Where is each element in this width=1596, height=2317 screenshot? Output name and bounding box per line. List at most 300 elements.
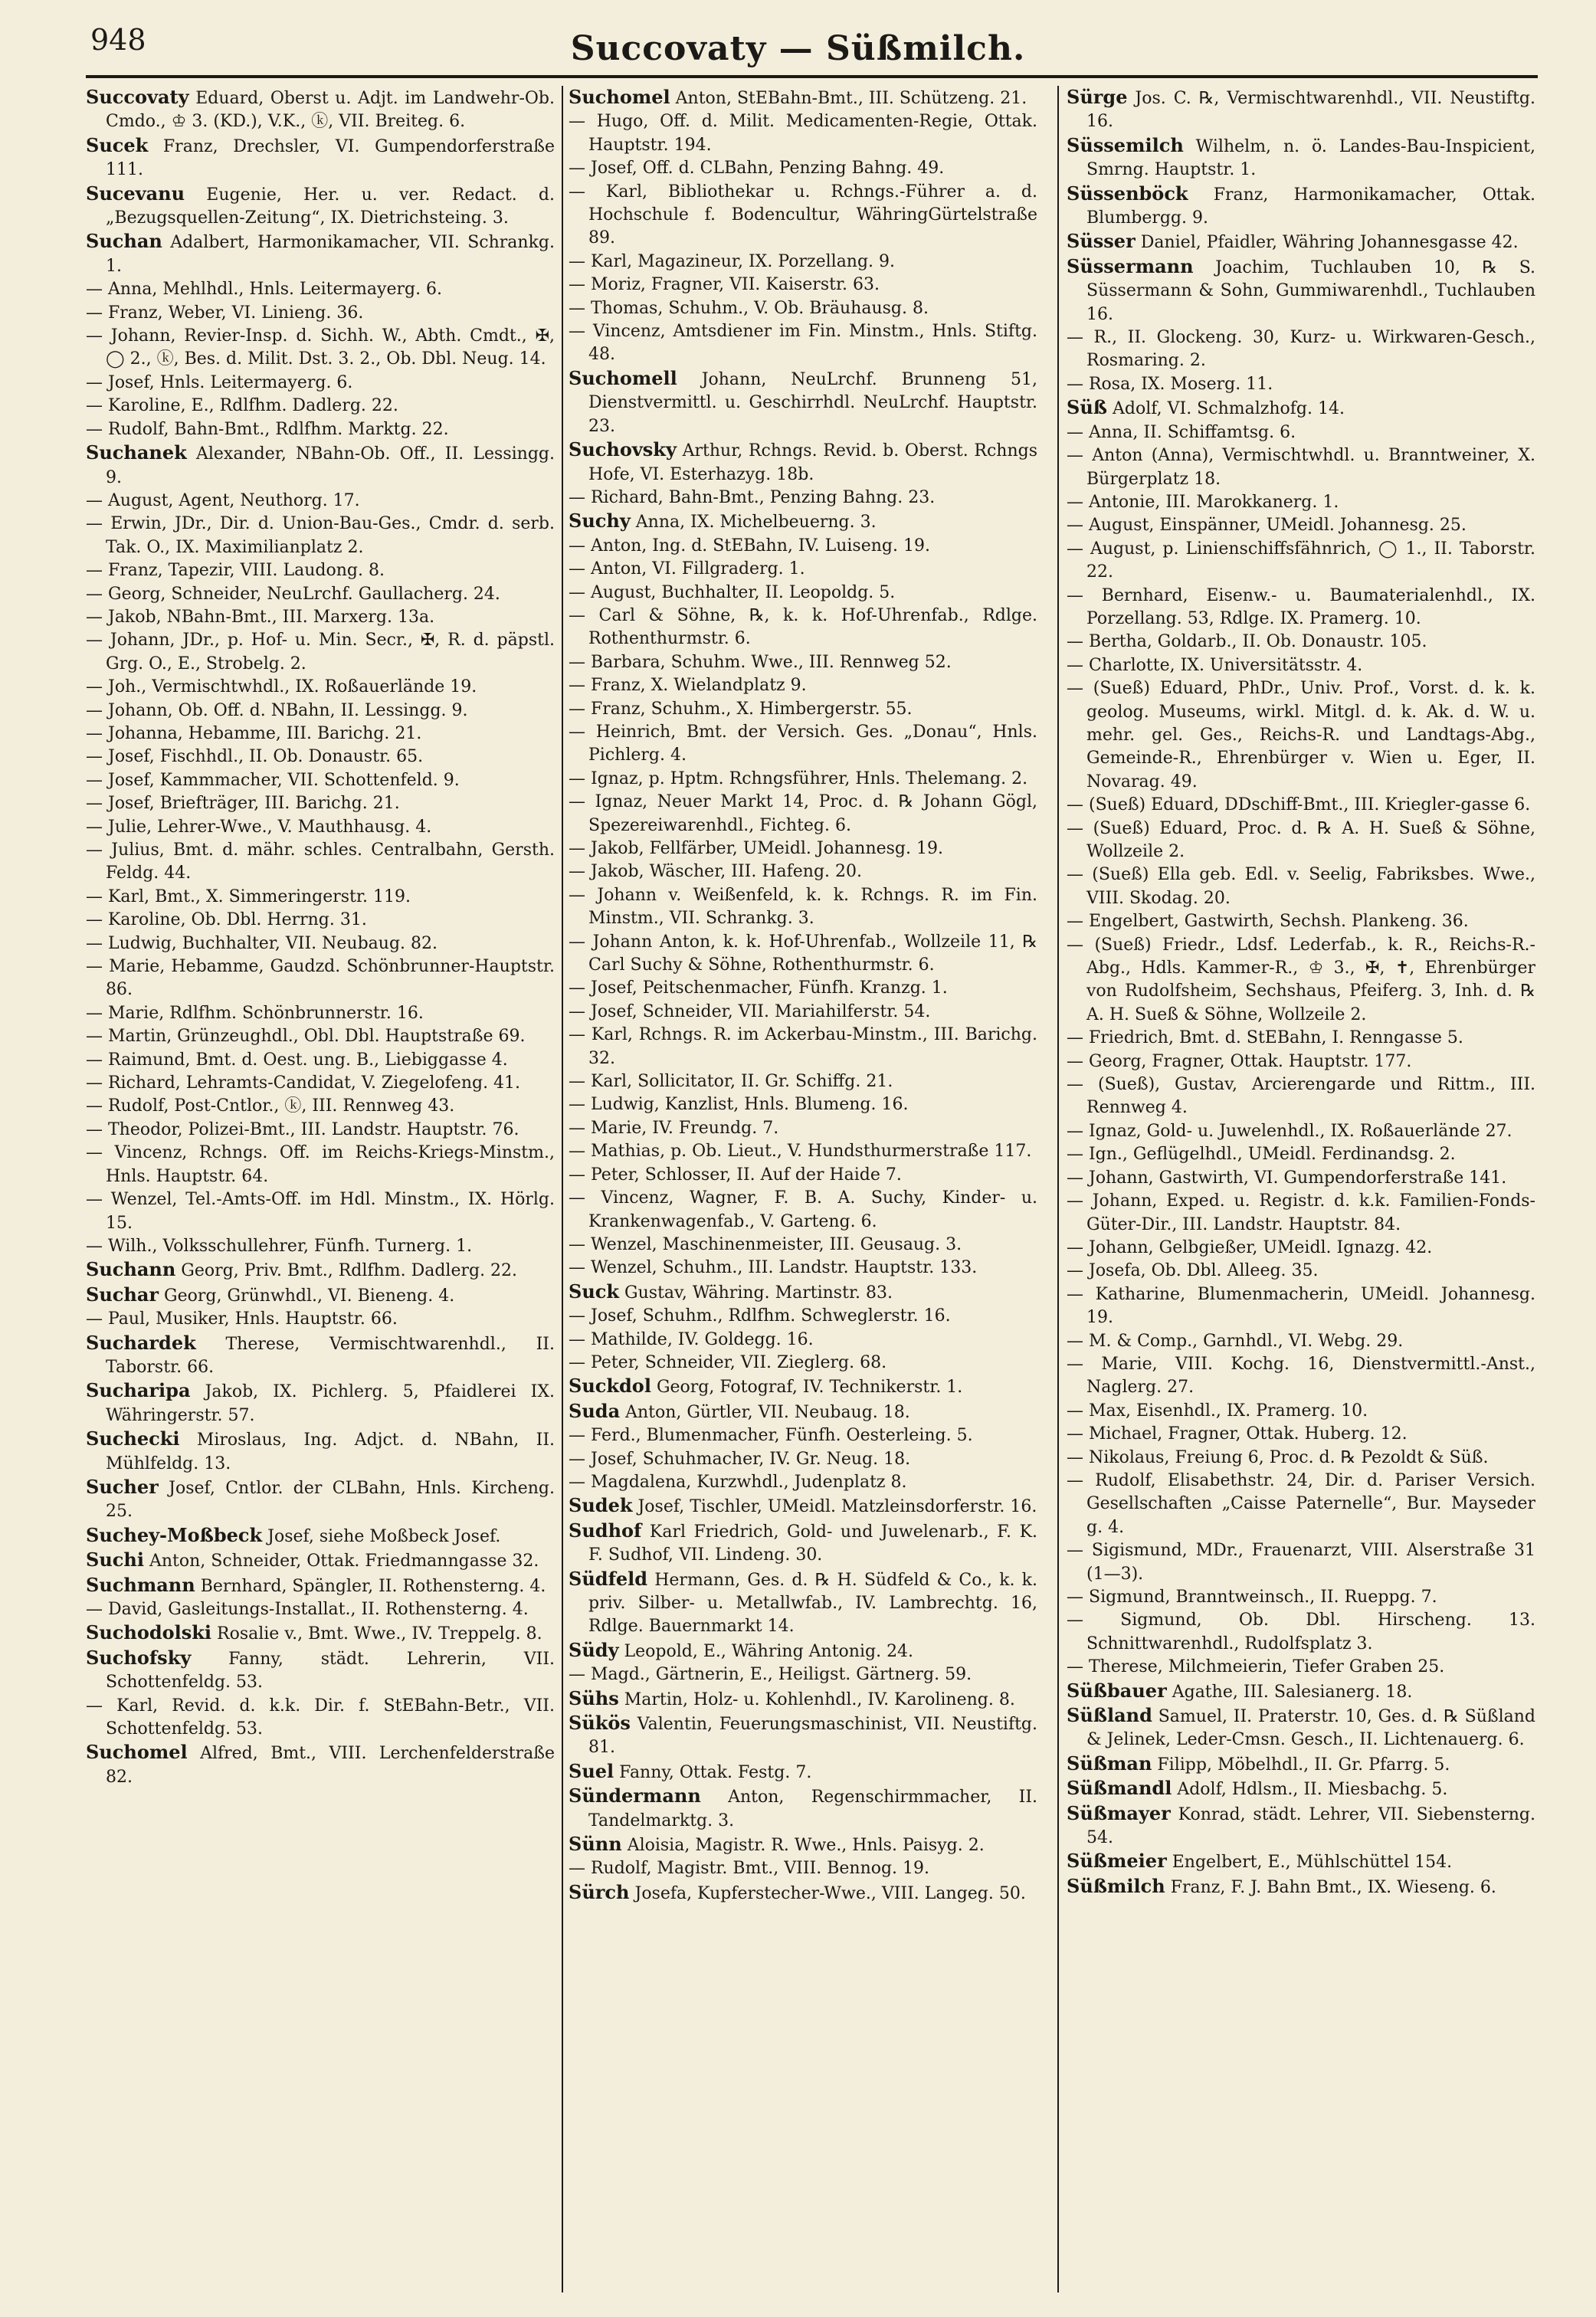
header-rule bbox=[86, 75, 1538, 78]
page-number: 948 bbox=[90, 23, 146, 57]
directory-entry bbox=[86, 1258, 555, 1283]
entry-surname: Süßmayer bbox=[1067, 1801, 1171, 1824]
entry-text: — Martin, Grünzeughdl., Obl. Dbl. Hauptstraße 69. bbox=[86, 1027, 526, 1047]
directory-entry bbox=[86, 1741, 555, 1789]
directory-entry bbox=[86, 1598, 555, 1621]
entry-text: — Sigmund, Ob. Dbl. Hirscheng. 13. Schnittwarenhdl., Rudolfsplatz 3. bbox=[1067, 1611, 1535, 1653]
entry-text: — Bertha, Goldarb., II. Ob. Donaustr. 105. bbox=[1067, 632, 1427, 652]
entry-text: — Josef, Fischhdl., II. Ob. Donaustr. 65. bbox=[86, 747, 424, 767]
directory-entry bbox=[1067, 86, 1535, 134]
directory-entry bbox=[86, 1332, 555, 1380]
entry-surname: Suchomell bbox=[569, 366, 677, 389]
entry-surname: Süssenböck bbox=[1067, 182, 1188, 205]
entry-text: — Charlotte, IX. Universitätsstr. 4. bbox=[1067, 655, 1363, 675]
directory-entry bbox=[1067, 1120, 1535, 1143]
directory-entry bbox=[86, 134, 555, 182]
directory-entry bbox=[1067, 1027, 1535, 1050]
directory-entry bbox=[1067, 373, 1535, 396]
directory-entry bbox=[569, 1663, 1037, 1686]
entry-text: — Sigismund, MDr., Frauenarzt, VIII. Alserstraße 31 (1—3). bbox=[1067, 1541, 1535, 1584]
entry-text: — Vincenz, Amtsdiener im Fin. Minstm., Hnls. Stiftg. 48. bbox=[569, 322, 1037, 365]
directory-entry bbox=[86, 723, 555, 746]
entry-text: — Rudolf, Magistr. Bmt., VIII. Bennog. 19. bbox=[569, 1859, 930, 1879]
directory-entry bbox=[1067, 182, 1535, 231]
entry-text: Anton, Gürtler, VII. Neubaug. 18. bbox=[625, 1402, 910, 1422]
directory-entry bbox=[569, 1400, 1037, 1424]
directory-entry bbox=[1067, 1875, 1535, 1899]
entry-text: Filipp, Möbelhdl., II. Gr. Pfarrg. 5. bbox=[1157, 1755, 1450, 1775]
entry-text: — Vincenz, Rchngs. Off. im Reichs-Kriegs-Minstm., Hnls. Hauptstr. 64. bbox=[86, 1143, 555, 1186]
entry-text: — Johanna, Hebamme, III. Barichg. 21. bbox=[86, 723, 422, 743]
directory-entry bbox=[569, 297, 1037, 320]
entry-text: Jakob, IX. Pichlerg. 5, Pfaidlerei IX. Währingerstr. 57. bbox=[106, 1382, 555, 1425]
entry-text: — Ignaz, Neuer Markt 14, Proc. d. ℞ Johann Gögl, Spezereiwarenhdl., Fichteg. 6. bbox=[569, 792, 1037, 835]
directory-entry bbox=[1067, 1260, 1535, 1283]
directory-entry bbox=[1067, 396, 1535, 421]
entry-surname: Suchar bbox=[86, 1283, 159, 1306]
entry-text: — Bernhard, Eisenw.- u. Baumaterialenhdl., IX. Porzellang. 53, Rdlge. IX. Pramerg. 10. bbox=[1067, 585, 1535, 628]
entry-text: — (Sueß) Eduard, DDschiff-Bmt., III. Kriegler-gasse 6. bbox=[1067, 795, 1531, 815]
entry-surname: Sucharipa bbox=[86, 1379, 191, 1402]
entry-text: — Richard, Bahn-Bmt., Penzing Bahng. 23. bbox=[569, 487, 936, 507]
entry-surname: Suck bbox=[569, 1280, 620, 1303]
entry-text: — Paul, Musiker, Hnls. Hauptstr. 66. bbox=[86, 1309, 398, 1329]
entry-text: — Peter, Schlosser, II. Auf der Haide 7. bbox=[569, 1165, 902, 1185]
directory-entry bbox=[86, 909, 555, 932]
entry-text: — Josef, Hnls. Leitermayerg. 6. bbox=[86, 372, 353, 392]
directory-entry bbox=[1067, 514, 1535, 537]
directory-entry bbox=[569, 510, 1037, 534]
entry-surname: Süßbauer bbox=[1067, 1679, 1167, 1702]
entry-text: — Vincenz, Wagner, F. B. A. Suchy, Kinder- u. Krankenwagenfab., V. Garteng. 6. bbox=[569, 1188, 1037, 1231]
entry-text: — Antonie, III. Marokkanerg. 1. bbox=[1067, 492, 1339, 512]
entry-text: — Johann, Gastwirth, VI. Gumpendorferstraße 141. bbox=[1067, 1168, 1507, 1188]
entry-surname: Sucek bbox=[86, 133, 149, 156]
entry-text: — Georg, Fragner, Ottak. Hauptstr. 177. bbox=[1067, 1051, 1412, 1071]
directory-entry bbox=[569, 535, 1037, 558]
entry-text: Franz, F. J. Bahn Bmt., IX. Wieseng. 6. bbox=[1170, 1877, 1496, 1897]
directory-entry bbox=[569, 1280, 1037, 1305]
entry-surname: Südy bbox=[569, 1638, 619, 1661]
directory-entry bbox=[569, 1140, 1037, 1163]
entry-surname: Suchardek bbox=[86, 1331, 196, 1354]
directory-entry bbox=[569, 1117, 1037, 1140]
directory-entry bbox=[569, 1519, 1037, 1568]
entry-text: — Marie, Hebamme, Gaudzd. Schönbrunner-Hauptstr. 86. bbox=[86, 957, 555, 1000]
directory-entry bbox=[569, 1494, 1037, 1519]
entry-text: — Johann, Revier-Insp. d. Sichh. W., Abth. Cmdt., ✠, ◯ 2., ⓚ, Bes. d. Milit. Dst. 3. 2., Ob. Dbl. Neug. 14. bbox=[86, 326, 555, 369]
directory-entry bbox=[1067, 255, 1535, 326]
entry-text: — Raimund, Bmt. d. Oest. ung. B., Liebiggasse 4. bbox=[86, 1050, 508, 1070]
entry-text: Leopold, E., Währing Antonig. 24. bbox=[624, 1641, 914, 1661]
directory-entry bbox=[86, 1025, 555, 1048]
entry-surname: Süssermann bbox=[1067, 254, 1194, 277]
directory-entry bbox=[569, 1471, 1037, 1494]
entry-text: — Jakob, Wäscher, III. Hafeng. 20. bbox=[569, 862, 863, 882]
directory-entry bbox=[86, 418, 555, 441]
directory-entry bbox=[1067, 326, 1535, 373]
entry-text: — Johann Anton, k. k. Hof-Uhrenfab., Wollzeile 11, ℞ Carl Suchy & Söhne, Rothenthurmstr. 6. bbox=[569, 932, 1037, 975]
entry-text: — Friedrich, Bmt. d. StEBahn, I. Renngasse 5. bbox=[1067, 1028, 1463, 1048]
entry-text: — Karl, Bmt., X. Simmeringerstr. 119. bbox=[86, 886, 411, 906]
entry-text: Johann, NeuLrchf. Brunneng 51, Dienstvermittl. u. Geschirrhdl. NeuLrchf. Hauptstr. 23. bbox=[588, 369, 1037, 436]
entry-text: — Ferd., Blumenmacher, Fünfh. Oesterleing. 5. bbox=[569, 1426, 973, 1446]
entry-text: — Thomas, Schuhm., V. Ob. Bräuhausg. 8. bbox=[569, 298, 929, 318]
entry-text: — Ludwig, Kanzlist, Hnls. Blumeng. 16. bbox=[569, 1095, 909, 1115]
entry-text: Martin, Holz- u. Kohlenhdl., IV. Karolineng. 8. bbox=[624, 1689, 1015, 1709]
directory-entry bbox=[86, 1476, 555, 1524]
entry-text: Franz, Harmonikamacher, Ottak. Blumbergg. 9. bbox=[1086, 185, 1535, 228]
directory-entry bbox=[1067, 1073, 1535, 1120]
directory-entry bbox=[1067, 538, 1535, 585]
entry-text: — (Sueß), Gustav, Arcierengarde und Rittm., III. Rennweg 4. bbox=[1067, 1075, 1535, 1118]
directory-entry bbox=[1067, 934, 1535, 1027]
entry-surname: Suchmann bbox=[86, 1573, 195, 1596]
directory-entry bbox=[569, 1234, 1037, 1257]
directory-entry bbox=[86, 932, 555, 955]
entry-text: — Nikolaus, Freiung 6, Proc. d. ℞ Pezoldt & Süß. bbox=[1067, 1447, 1489, 1467]
entry-text: — Franz, Weber, VI. Linieng. 36. bbox=[86, 303, 364, 323]
entry-surname: Suckdol bbox=[569, 1375, 651, 1398]
directory-entry bbox=[86, 325, 555, 372]
entry-text: — Julie, Lehrer-Wwe., V. Mauthhausg. 4. bbox=[86, 817, 432, 837]
directory-entry bbox=[86, 1072, 555, 1095]
directory-entry bbox=[86, 676, 555, 699]
entry-text: Miroslaus, Ing. Adjct. d. NBahn, II. Mühlfeldg. 13. bbox=[106, 1431, 555, 1473]
entry-surname: Suel bbox=[569, 1759, 614, 1782]
entry-text: — Karl, Rchngs. R. im Ackerbau-Minstm., III. Barichg. 32. bbox=[569, 1025, 1037, 1068]
entry-text: Arthur, Rchngs. Revid. b. Oberst. Rchngs Hofe, VI. Esterhazyg. 18b. bbox=[588, 441, 1037, 484]
directory-entry bbox=[569, 1760, 1037, 1784]
entry-text: — Wenzel, Maschinenmeister, III. Geusaug. 3. bbox=[569, 1234, 962, 1254]
directory-entry bbox=[86, 395, 555, 418]
entry-text: — Magdalena, Kurzwhdl., Judenplatz 8. bbox=[569, 1472, 907, 1492]
entry-surname: Süßman bbox=[1067, 1752, 1152, 1775]
entry-surname: Süß bbox=[1067, 396, 1108, 419]
directory-entry bbox=[569, 860, 1037, 883]
directory-entry bbox=[1067, 444, 1535, 491]
entry-surname: Sürge bbox=[1067, 86, 1128, 108]
column-2 bbox=[569, 86, 1037, 2300]
entry-text: — Erwin, JDr., Dir. d. Union-Bau-Ges., Cmdr. d. serb. Tak. O., IX. Maximilianplatz 2. bbox=[86, 514, 555, 557]
directory-entry bbox=[569, 367, 1037, 438]
directory-entry bbox=[1067, 1423, 1535, 1446]
directory-entry bbox=[1067, 1586, 1535, 1609]
entry-text: — Johann, Gelbgießer, UMeidl. Ignazg. 42. bbox=[1067, 1237, 1433, 1257]
entry-text: — Katharine, Blumenmacherin, UMeidl. Johannesg. 19. bbox=[1067, 1284, 1535, 1328]
entry-text: — Hugo, Off. d. Milit. Medicamenten-Regie, Ottak. Hauptstr. 194. bbox=[569, 112, 1037, 155]
entry-text: — Julius, Bmt. d. mähr. schles. Centralbahn, Gersth. Feldg. 44. bbox=[86, 841, 555, 883]
directory-entry bbox=[86, 278, 555, 301]
entry-text: — Ludwig, Buchhalter, VII. Neubaug. 82. bbox=[86, 933, 438, 953]
directory-entry bbox=[569, 1568, 1037, 1639]
directory-entry bbox=[569, 1424, 1037, 1447]
directory-entry bbox=[569, 438, 1037, 487]
directory-entry bbox=[86, 490, 555, 513]
entry-text: — Wenzel, Tel.-Amts-Off. im Hdl. Minstm., IX. Hörlg. 15. bbox=[86, 1190, 555, 1233]
entry-text: Franz, Drechsler, VI. Gumpendorferstraße 111. bbox=[106, 136, 555, 180]
entry-text: Adolf, VI. Schmalzhofg. 14. bbox=[1113, 399, 1345, 419]
entry-surname: Sündermann bbox=[569, 1784, 701, 1807]
directory-entry bbox=[86, 1427, 555, 1476]
entry-surname: Sudhof bbox=[569, 1519, 642, 1542]
entry-text: — Marie, IV. Freundg. 7. bbox=[569, 1118, 779, 1138]
directory-entry bbox=[1067, 1777, 1535, 1801]
directory-entry bbox=[86, 1574, 555, 1598]
directory-entry bbox=[569, 1448, 1037, 1471]
entry-text: — Rudolf, Elisabethstr. 24, Dir. d. Pariser Versich. Gesellschaften „Caisse Paternelle“, Bur. Mayseder g. 4. bbox=[1067, 1470, 1535, 1537]
entry-text: — August, Buchhalter, II. Leopoldg. 5. bbox=[569, 582, 896, 602]
directory-entry bbox=[86, 769, 555, 792]
directory-entry bbox=[569, 1833, 1037, 1857]
directory-entry bbox=[86, 629, 555, 676]
entry-text: — Franz, Schuhm., X. Himbergerstr. 55. bbox=[569, 699, 913, 719]
directory-entry bbox=[86, 1695, 555, 1742]
entry-text: — Anna, II. Schiffamtsg. 6. bbox=[1067, 422, 1296, 442]
entry-text: — Michael, Fragner, Ottak. Huberg. 12. bbox=[1067, 1424, 1408, 1444]
directory-entry bbox=[1067, 134, 1535, 182]
directory-entry bbox=[86, 1095, 555, 1118]
entry-surname: Sünn bbox=[569, 1833, 622, 1856]
entry-surname: Sükös bbox=[569, 1712, 631, 1735]
entry-text: Anton, StEBahn-Bmt., III. Schützeng. 21. bbox=[675, 89, 1027, 108]
directory-entry bbox=[569, 181, 1037, 251]
entry-text: — Jakob, NBahn-Bmt., III. Marxerg. 13a. bbox=[86, 607, 435, 627]
entry-text: — Johann, Exped. u. Registr. d. k.k. Familien-Fonds-Güter-Dir., III. Landstr. Hauptstr. 84. bbox=[1067, 1191, 1535, 1234]
directory-entry bbox=[86, 513, 555, 559]
entry-text: Agathe, III. Salesianerg. 18. bbox=[1172, 1682, 1413, 1702]
entry-text: Eugenie, Her. u. ver. Redact. d. „Bezugsquellen-Zeitung“, IX. Dietrichsteing. 3. bbox=[106, 185, 555, 228]
directory-entry bbox=[569, 1687, 1037, 1712]
entry-text: Georg, Grünwhdl., VI. Bieneng. 4. bbox=[164, 1286, 455, 1306]
directory-entry bbox=[86, 839, 555, 886]
entry-text: — Josef, Briefträger, III. Barichg. 21. bbox=[86, 794, 400, 814]
directory-entry bbox=[86, 955, 555, 1002]
entry-text: Samuel, II. Praterstr. 10, Ges. d. ℞ Süßland & Jelinek, Leder-Cmsn. Gesch., II. Lichtenauerg. 6. bbox=[1086, 1707, 1535, 1750]
entry-surname: Suchomel bbox=[86, 1741, 188, 1764]
directory-entry bbox=[86, 1308, 555, 1331]
entry-text: — August, p. Linienschiffsfähnrich, ◯ 1., II. Taborstr. 22. bbox=[1067, 539, 1535, 582]
entry-text: — Josef, Schuhm., Rdlfhm. Schweglerstr. 16. bbox=[569, 1306, 951, 1326]
entry-surname: Suda bbox=[569, 1399, 621, 1422]
entry-surname: Suchi bbox=[86, 1548, 144, 1571]
entry-text: — Theodor, Polizei-Bmt., III. Landstr. Hauptstr. 76. bbox=[86, 1119, 519, 1139]
directory-entry bbox=[569, 1093, 1037, 1116]
directory-entry bbox=[86, 441, 555, 490]
directory-entry bbox=[86, 1119, 555, 1142]
running-head: Succovaty — Süßmilch. bbox=[570, 29, 1026, 68]
entry-text: — Therese, Milchmeierin, Tiefer Graben 25. bbox=[1067, 1657, 1445, 1677]
directory-entry bbox=[569, 320, 1037, 367]
entry-text: Wilhelm, n. ö. Landes-Bau-Inspicient, Smrng. Hauptstr. 1. bbox=[1086, 136, 1535, 180]
entry-surname: Suchodolski bbox=[86, 1621, 212, 1644]
directory-entry bbox=[569, 110, 1037, 157]
column-1 bbox=[86, 86, 555, 2300]
directory-entry bbox=[1067, 864, 1535, 910]
directory-entry bbox=[569, 1164, 1037, 1187]
directory-entry bbox=[86, 583, 555, 606]
entry-surname: Sucevanu bbox=[86, 182, 185, 205]
entry-text: — Josef, Peitschenmacher, Fünfh. Kranzg. 1. bbox=[569, 978, 948, 998]
directory-entry bbox=[569, 674, 1037, 697]
directory-entry bbox=[1067, 1680, 1535, 1704]
entry-text: — Ignaz, p. Hptm. Rchngsführer, Hnls. Thelemang. 2. bbox=[569, 769, 1028, 788]
directory-entry bbox=[569, 1375, 1037, 1399]
entry-surname: Sürch bbox=[569, 1880, 630, 1903]
entry-text: — (Sueß) Eduard, PhDr., Univ. Prof., Vorst. d. k. k. geolog. Museums, wirkl. Mitgl. d. k. Ak. d. W. u. mehr. gel. Ges., Reichs-R. und Landtags-Abg., Gemeinde-R., Ehrenbürger v. Wien u. Eger, II. Novarag. 49. bbox=[1067, 679, 1535, 791]
entry-text: Adolf, Hdlsm., II. Miesbachg. 5. bbox=[1177, 1780, 1448, 1800]
directory-entry bbox=[86, 1647, 555, 1695]
entry-text: — Engelbert, Gastwirth, Sechsh. Plankeng. 36. bbox=[1067, 912, 1469, 932]
directory-entry bbox=[1067, 1802, 1535, 1850]
directory-entry bbox=[569, 977, 1037, 1000]
entry-text: — Josef, Kammmacher, VII. Schottenfeld. 9. bbox=[86, 770, 460, 790]
directory-entry bbox=[86, 1049, 555, 1072]
entry-text: Anton, Regenschirmmacher, II. Tandelmarktg. 3. bbox=[588, 1788, 1037, 1830]
entry-text: Bernhard, Spängler, II. Rothensterng. 4. bbox=[200, 1576, 546, 1596]
entry-text: — August, Agent, Neuthorg. 17. bbox=[86, 490, 360, 510]
directory-entry bbox=[1067, 1656, 1535, 1679]
directory-entry bbox=[86, 1235, 555, 1258]
directory-entry bbox=[1067, 1353, 1535, 1400]
directory-entry bbox=[569, 1329, 1037, 1352]
entry-surname: Süßmilch bbox=[1067, 1874, 1165, 1897]
directory-entry bbox=[1067, 1400, 1535, 1423]
entry-surname: Sucher bbox=[86, 1475, 159, 1498]
entry-text: — (Sueß) Eduard, Proc. d. ℞ A. H. Sueß & Söhne, Wollzeile 2. bbox=[1067, 818, 1535, 861]
directory-entry bbox=[1067, 1447, 1535, 1470]
entry-text: Daniel, Pfaidler, Währing Johannesgasse 42. bbox=[1140, 233, 1519, 253]
directory-entry bbox=[1067, 1330, 1535, 1353]
entry-text: — Karl, Magazineur, IX. Porzellang. 9. bbox=[569, 251, 896, 271]
entry-text: — Marie, Rdlfhm. Schönbrunnerstr. 16. bbox=[86, 1003, 424, 1023]
entry-surname: Suchy bbox=[569, 510, 631, 533]
entry-text: Therese, Vermischtwarenhdl., II. Taborstr. 66. bbox=[106, 1334, 555, 1377]
directory-entry bbox=[569, 274, 1037, 297]
directory-entry bbox=[569, 86, 1037, 110]
entry-surname: Succovaty bbox=[86, 86, 189, 108]
directory-entry bbox=[1067, 677, 1535, 794]
directory-entry bbox=[569, 884, 1037, 931]
entry-text: — Josef, Schneider, VII. Mariahilferstr. 54. bbox=[569, 1001, 931, 1021]
entry-surname: Südfeld bbox=[569, 1567, 648, 1590]
entry-text: — Barbara, Schuhm. Wwe., III. Rennweg 52. bbox=[569, 652, 952, 672]
directory-entry bbox=[86, 606, 555, 629]
directory-entry bbox=[86, 1621, 555, 1646]
directory-entry bbox=[569, 605, 1037, 651]
directory-entry bbox=[1067, 1470, 1535, 1539]
directory-entry bbox=[86, 1002, 555, 1025]
entry-text: — Rosa, IX. Moserg. 11. bbox=[1067, 374, 1273, 394]
directory-entry bbox=[86, 816, 555, 839]
entry-surname: Suchovsky bbox=[569, 438, 677, 461]
entry-surname: Süßmandl bbox=[1067, 1777, 1172, 1800]
entry-text: — Karoline, E., Rdlfhm. Dadlerg. 22. bbox=[86, 396, 398, 416]
column-divider bbox=[1057, 86, 1059, 2292]
directory-entry bbox=[569, 651, 1037, 674]
directory-entry bbox=[569, 837, 1037, 860]
directory-entry bbox=[569, 582, 1037, 605]
directory-entry bbox=[86, 86, 555, 134]
directory-entry bbox=[569, 698, 1037, 721]
entry-text: — Magd., Gärtnerin, E., Heiligst. Gärtnerg. 59. bbox=[569, 1665, 972, 1685]
directory-entry bbox=[569, 721, 1037, 768]
entry-text: — Anna, Mehlhdl., Hnls. Leitermayerg. 6. bbox=[86, 280, 443, 300]
entry-surname: Suchomel bbox=[569, 86, 670, 108]
entry-text: — David, Gasleitungs-Installat., II. Rothensterng. 4. bbox=[86, 1600, 529, 1619]
entry-text: Fanny, Ottak. Festg. 7. bbox=[619, 1762, 812, 1782]
directory-entry bbox=[569, 768, 1037, 791]
directory-entry bbox=[86, 746, 555, 769]
directory-entry bbox=[86, 1379, 555, 1427]
directory-entry bbox=[569, 1881, 1037, 1906]
directory-entry bbox=[569, 1187, 1037, 1234]
entry-surname: Süsser bbox=[1067, 230, 1136, 253]
directory-entry bbox=[1067, 1704, 1535, 1752]
directory-entry bbox=[1067, 910, 1535, 933]
directory-entry bbox=[1067, 818, 1535, 864]
directory-entry bbox=[1067, 421, 1535, 444]
entry-text: — Max, Eisenhdl., IX. Pramerg. 10. bbox=[1067, 1401, 1368, 1421]
directory-entry bbox=[569, 1784, 1037, 1833]
directory-entry bbox=[1067, 1850, 1535, 1874]
entry-text: — M. & Comp., Garnhdl., VI. Webg. 29. bbox=[1067, 1331, 1404, 1351]
entry-text: — Richard, Lehramts-Candidat, V. Ziegelofeng. 41. bbox=[86, 1073, 521, 1093]
entry-text: Josef, siehe Moßbeck Josef. bbox=[267, 1526, 501, 1546]
entry-surname: Suchan bbox=[86, 230, 162, 253]
entry-text: — Karl, Bibliothekar u. Rchngs.-Führer a. d. Hochschule f. Bodencultur, WähringGürtelstraße 89. bbox=[569, 182, 1037, 248]
entry-text: — Heinrich, Bmt. der Versich. Ges. „Donau“, Hnls. Pichlerg. 4. bbox=[569, 722, 1037, 765]
directory-entry bbox=[1067, 1190, 1535, 1237]
directory-entry bbox=[569, 157, 1037, 180]
entry-surname: Suchofsky bbox=[86, 1646, 192, 1669]
entry-text: — Mathilde, IV. Goldegg. 16. bbox=[569, 1329, 814, 1349]
directory-entry bbox=[569, 1257, 1037, 1280]
directory-entry bbox=[86, 886, 555, 909]
directory-entry bbox=[569, 791, 1037, 837]
entry-text: — Franz, Tapezir, VIII. Laudong. 8. bbox=[86, 561, 385, 581]
directory-entry bbox=[1067, 1143, 1535, 1166]
directory-entry bbox=[1067, 1237, 1535, 1260]
entry-text: — Rudolf, Bahn-Bmt., Rdlfhm. Marktg. 22. bbox=[86, 419, 449, 439]
entry-text: Alexander, NBahn-Ob. Off., II. Lessingg. 9. bbox=[106, 444, 555, 487]
directory-entry bbox=[569, 1712, 1037, 1760]
entry-text: — Moriz, Fragner, VII. Kaiserstr. 63. bbox=[569, 275, 880, 295]
entry-text: — (Sueß) Friedr., Ldsf. Lederfab., k. R., Reichs-R.-Abg., Hdls. Kammer-R., ♔ 3., ✠, ✝, Ehrenbürger von Rudolfsheim, Sechshaus, Pfeiferg. 3, Inh. d. ℞ A. H. Sueß & Söhne, Wollzeile 2. bbox=[1067, 935, 1535, 1024]
directory-entry bbox=[86, 302, 555, 325]
directory-entry bbox=[86, 182, 555, 231]
directory-entry bbox=[569, 931, 1037, 978]
directory-entry bbox=[1067, 1609, 1535, 1656]
entry-text: — Ign., Geflügelhdl., UMeidl. Ferdinandsg. 2. bbox=[1067, 1145, 1456, 1165]
entry-text: Fanny, städt. Lehrerin, VII. Schottenfeldg. 53. bbox=[106, 1649, 555, 1693]
entry-text: Konrad, städt. Lehrer, VII. Siebensterng. 54. bbox=[1086, 1804, 1535, 1848]
entry-text: — Marie, VIII. Kochg. 16, Dienstvermittl.-Anst., Naglerg. 27. bbox=[1067, 1354, 1535, 1398]
column-3 bbox=[1067, 86, 1535, 2300]
entry-surname: Sudek bbox=[569, 1494, 633, 1517]
directory-entry bbox=[569, 1024, 1037, 1070]
directory-entry bbox=[1067, 1752, 1535, 1777]
entry-text: Jos. C. ℞, Vermischtwarenhdl., VII. Neustiftg. 16. bbox=[1086, 89, 1535, 132]
entry-text: — Georg, Schneider, NeuLrchf. Gaullacherg. 24. bbox=[86, 584, 500, 604]
entry-text: Rosalie v., Bmt. Wwe., IV. Treppelg. 8. bbox=[217, 1624, 542, 1644]
directory-entry bbox=[1067, 631, 1535, 654]
directory-entry bbox=[86, 230, 555, 278]
entry-text: — Peter, Schneider, VII. Zieglerg. 68. bbox=[569, 1352, 887, 1372]
directory-entry bbox=[86, 372, 555, 395]
directory-entry bbox=[86, 1142, 555, 1188]
entry-text: — Sigmund, Branntweinsch., II. Rueppg. 7. bbox=[1067, 1588, 1437, 1607]
